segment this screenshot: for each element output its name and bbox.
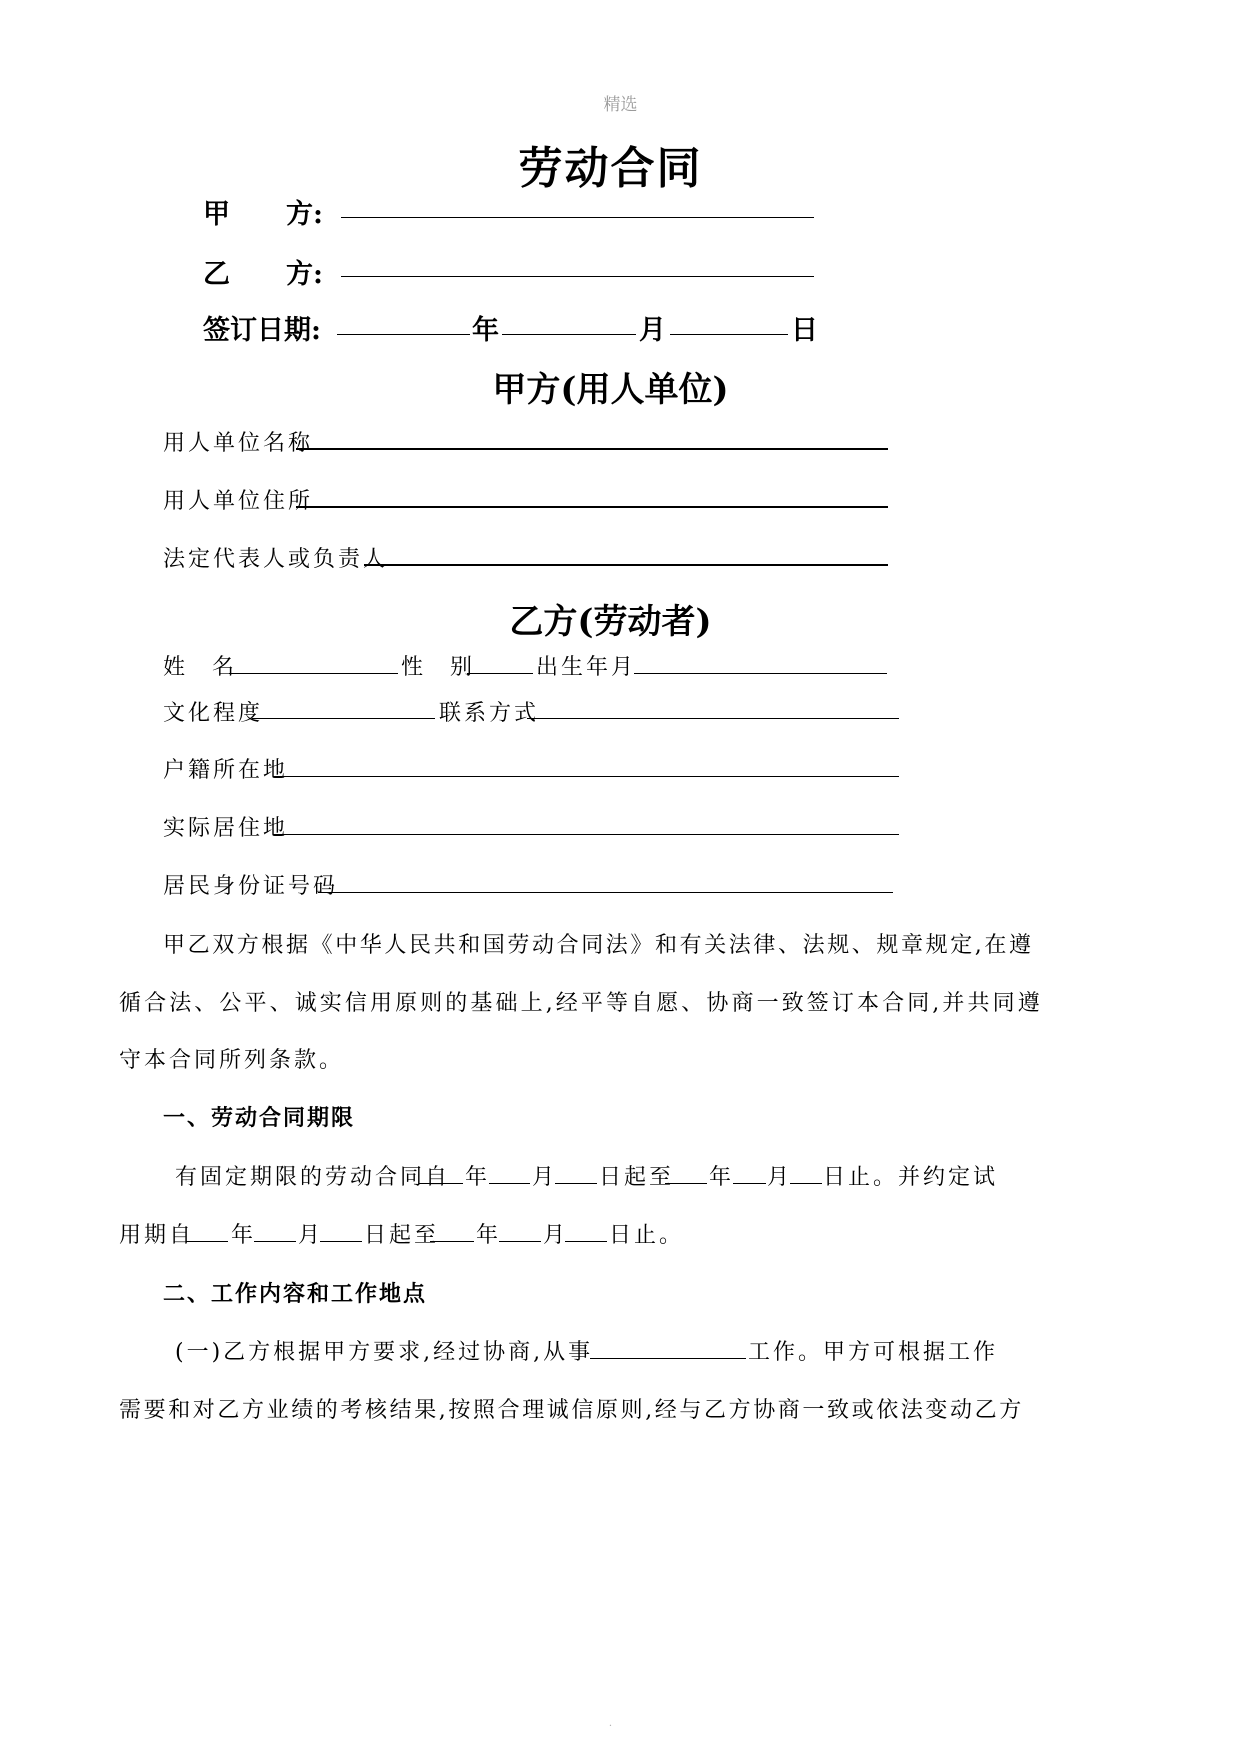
name-label: 姓 名 <box>163 655 244 680</box>
probation-start-day-label: 日起至 <box>364 1223 440 1248</box>
sign-month-label: 月 <box>639 315 666 346</box>
employer-name-label: 用人单位名称 <box>163 431 314 456</box>
contact-blank[interactable] <box>527 718 899 719</box>
employer-address-blank[interactable] <box>296 506 888 508</box>
term-start-month-label: 月 <box>532 1165 558 1190</box>
id-number-label: 居民身份证号码 <box>163 874 339 899</box>
legal-representative-label: 法定代表人或负责人 <box>163 547 389 572</box>
birth-date-label: 出生年月 <box>536 655 637 680</box>
probation-start-month-blank[interactable] <box>254 1241 296 1242</box>
probation-end-day-label: 日止。 <box>609 1223 685 1248</box>
job-position-blank[interactable] <box>590 1358 746 1359</box>
education-label: 文化程度 <box>163 701 264 726</box>
hukou-label: 户籍所在地 <box>163 758 289 783</box>
term-end-year-blank[interactable] <box>665 1183 707 1184</box>
probation-end-month-label: 月 <box>543 1223 569 1248</box>
job-text-end: 工作。甲方可根据工作 <box>748 1340 999 1365</box>
probation-end-day-blank[interactable] <box>565 1241 607 1242</box>
sign-year-blank[interactable] <box>337 334 470 335</box>
intro-line-2: 循合法、公平、诚实信用原则的基础上,经平等自愿、协商一致签订本合同,并共同遵 <box>119 991 1043 1016</box>
party-a-blank[interactable] <box>341 217 814 218</box>
party-a-label-char2: 方: <box>286 199 323 230</box>
job-text-line-2: 需要和对乙方业绩的考核结果,按照合理诚信原则,经与乙方协商一致或依法变动乙方 <box>119 1398 1024 1423</box>
sign-day-blank[interactable] <box>670 334 788 335</box>
clause-2-heading: 二、工作内容和工作地点 <box>163 1281 428 1307</box>
job-text-start: (一)乙方根据甲方要求,经过协商,从事 <box>175 1340 594 1365</box>
sign-day-label: 日 <box>791 315 818 346</box>
probation-end-year-blank[interactable] <box>430 1241 474 1242</box>
clause-1-heading: 一、劳动合同期限 <box>163 1105 356 1131</box>
term-end-year-label: 年 <box>709 1165 735 1190</box>
term-text-start: 有固定期限的劳动合同自 <box>175 1165 451 1190</box>
footer-dot: . <box>608 1718 613 1729</box>
term-start-year-blank[interactable] <box>419 1183 463 1184</box>
term-end-day-label: 日止。并约定试 <box>823 1165 999 1190</box>
intro-line-1: 甲乙双方根据《中华人民共和国劳动合同法》和有关法律、法规、规章规定,在遵 <box>163 933 1034 958</box>
probation-start-year-label: 年 <box>231 1223 257 1248</box>
party-a-section-heading: 甲方(用人单位) <box>492 370 729 410</box>
party-b-section-heading: 乙方(劳动者) <box>509 602 712 642</box>
party-a-label-char1: 甲 <box>203 199 230 230</box>
header-watermark-text: 精选 <box>603 95 638 115</box>
legal-representative-blank[interactable] <box>364 564 888 566</box>
gender-label: 性 别 <box>401 655 482 680</box>
id-number-blank[interactable] <box>318 892 893 893</box>
term-start-month-blank[interactable] <box>489 1183 530 1184</box>
name-blank[interactable] <box>229 673 398 674</box>
party-b-label-char2: 方: <box>286 259 323 290</box>
birth-date-blank[interactable] <box>634 673 887 674</box>
employer-name-blank[interactable] <box>296 448 888 450</box>
term-end-month-label: 月 <box>767 1165 793 1190</box>
document-title: 劳动合同 <box>518 143 703 194</box>
intro-line-3: 守本合同所列条款。 <box>119 1048 345 1073</box>
contact-label: 联系方式 <box>439 701 540 726</box>
probation-text-start: 用期自 <box>119 1223 195 1248</box>
hukou-blank[interactable] <box>273 776 899 777</box>
sign-month-blank[interactable] <box>502 334 636 335</box>
probation-start-year-blank[interactable] <box>186 1241 228 1242</box>
residence-blank[interactable] <box>273 834 899 835</box>
term-start-day-blank[interactable] <box>555 1183 597 1184</box>
probation-end-year-label: 年 <box>476 1223 502 1248</box>
education-blank[interactable] <box>252 718 435 719</box>
party-b-blank[interactable] <box>341 276 814 277</box>
residence-label: 实际居住地 <box>163 816 289 841</box>
term-end-month-blank[interactable] <box>733 1183 766 1184</box>
gender-blank[interactable] <box>467 673 533 674</box>
employer-address-label: 用人单位住所 <box>163 489 314 514</box>
term-end-day-blank[interactable] <box>790 1183 822 1184</box>
party-b-label-char1: 乙 <box>203 259 230 290</box>
term-start-day-label: 日起至 <box>599 1165 675 1190</box>
sign-date-label: 签订日期: <box>203 315 321 346</box>
probation-start-day-blank[interactable] <box>320 1241 362 1242</box>
probation-start-month-label: 月 <box>298 1223 324 1248</box>
sign-year-label: 年 <box>472 315 499 346</box>
term-start-year-label: 年 <box>465 1165 491 1190</box>
probation-end-month-blank[interactable] <box>499 1241 541 1242</box>
